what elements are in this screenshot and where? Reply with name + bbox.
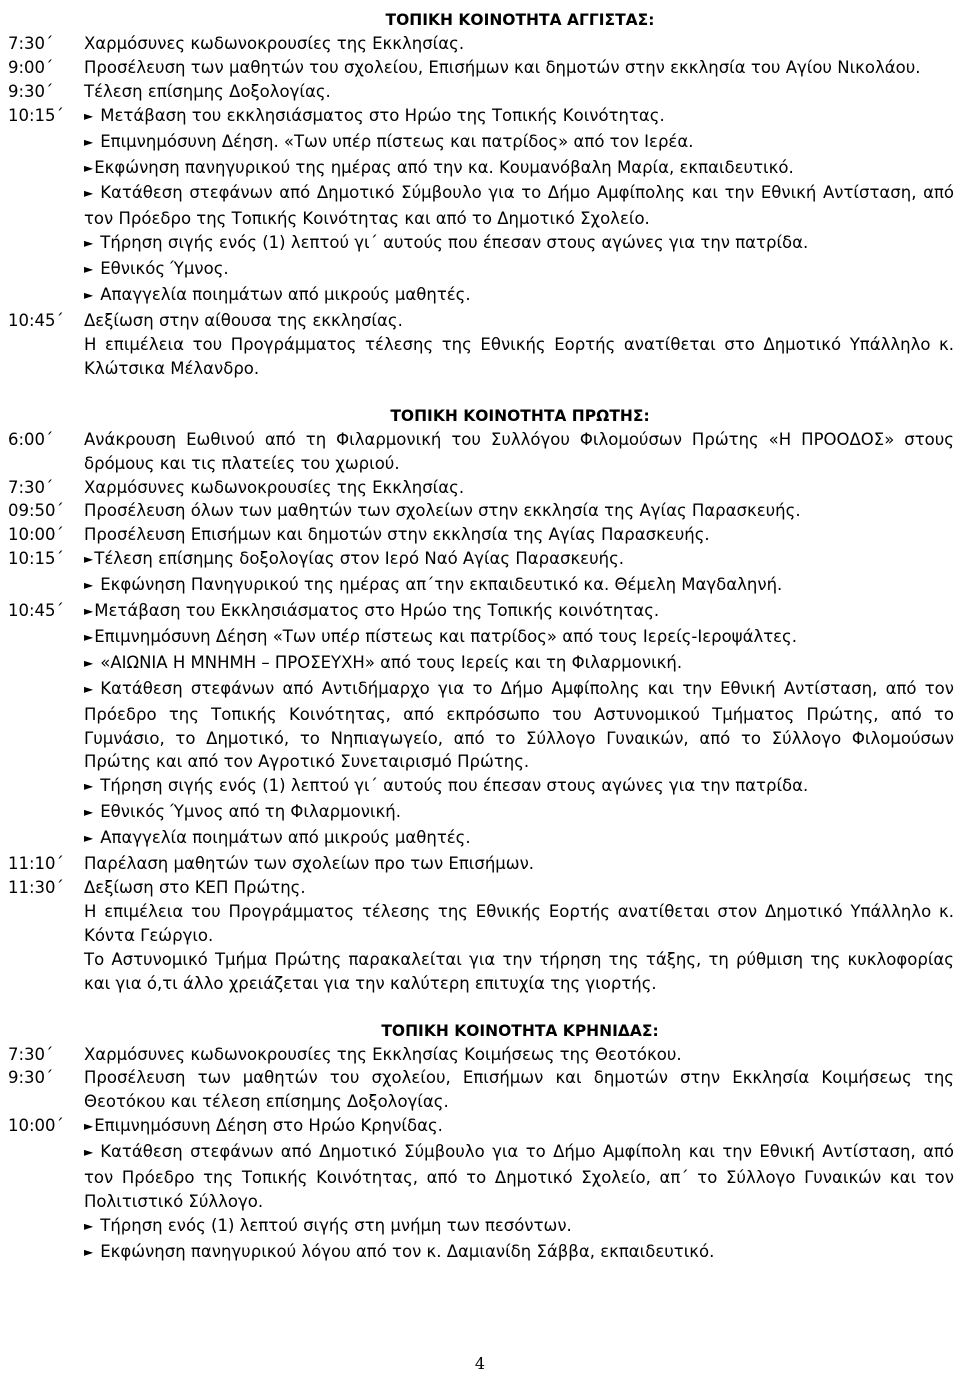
schedule-row [0,826,960,852]
schedule-entry [84,499,960,523]
schedule-time [0,900,84,948]
schedule-time: 10:00΄ [8,1116,64,1136]
schedule-entry-text: Τήρηση σιγής ενός (1) λεπτού γι΄ αυτούς που έπεσαν στους αγώνες για την πατρίδα. [100,776,809,796]
schedule-row [0,547,960,573]
schedule-entry-text: Δεξίωση στην αίθουσα της εκκλησίας. [84,310,403,330]
schedule-entry-text: Χαρμόσυνες κωδωνοκρουσίες της Εκκλησίας Κοιμήσεως της Θεοτόκου. [84,1044,682,1064]
schedule-row [0,1214,960,1240]
bullet-arrow-icon: ► [84,805,94,820]
bullet-arrow-icon: ► [84,288,94,303]
schedule-entry [84,1214,960,1240]
schedule-entry-text: Εκφώνηση Πανηγυρικού της ημέρας απ΄την εκπαιδευτικό κα. Θέμελη Μαγδαληνή. [100,575,783,595]
schedule-row [0,283,960,309]
program-section [0,996,960,1266]
schedule-entry [84,900,960,948]
schedule-row [0,677,960,775]
schedule-row [0,651,960,677]
schedule-entry-text: Κατάθεση στεφάνων από Δημοτικό Σύμβουλο για το Δήμο Αμφίπολη και την Εθνική Αντίσταση, από τον Πρόεδρο της Τοπικής Κοινότητας, από το Δημοτικό Σχολείο, απ΄ το Σύλλογο Γυναικών και τον Πολιτιστικό Σύλλογο. [84,1142,954,1211]
bullet-arrow-icon: ► [84,655,94,670]
schedule-time [0,156,84,182]
schedule-row [0,1066,960,1114]
schedule-row [0,309,960,333]
schedule-entry-text: Δεξίωση στο ΚΕΠ Πρώτης. [84,878,306,897]
schedule-entry-text: «ΑΙΩΝΙΑ Η ΜΝΗΜΗ – ΠΡΟΣΕΥΧΗ» από τους Ιερείς και τη Φιλαρμονική. [100,652,683,672]
schedule-entry-text: Εκφώνηση πανηγυρικού της ημέρας από την κα. Κουμανόβαλη Μαρία, εκπαιδευτικό. [94,157,794,177]
schedule-entry-text: Επιμνημόσυνη Δέηση «Των υπέρ πίστεως και πατρίδος» από τους Ιερείς-Ιεροψάλτες. [94,626,797,646]
section-title: ΤΟΠΙΚΗ ΚΟΙΝΟΤΗΤΑ ΚΡΗΝΙΔΑΣ: [381,1021,659,1040]
bullet-arrow-icon: ► [84,831,94,846]
schedule-time [0,800,84,826]
schedule-row [0,156,960,182]
schedule-entry [84,876,960,900]
schedule-entry [84,523,960,547]
schedule-entry-text: Μετάβαση του Εκκλησιάσματος στο Ηρώο της Τοπικής κοινότητας. [94,601,660,621]
schedule-entry-text: Εθνικός Ύμνος. [100,259,229,279]
schedule-row [0,948,960,996]
schedule-entry-text: Τήρηση σιγής ενός (1) λεπτού γι΄ αυτούς που έπεσαν στους αγώνες για την πατρίδα. [100,233,809,253]
schedule-entry [84,625,960,651]
schedule-entry-text: Απαγγελία ποιημάτων από μικρούς μαθητές. [100,828,471,848]
schedule-entry [84,56,960,80]
section-title: ΤΟΠΙΚΗ ΚΟΙΝΟΤΗΤΑ ΠΡΩΤΗΣ: [390,406,650,425]
schedule-entry [84,231,960,257]
schedule-time [0,651,84,677]
schedule-row [0,1140,960,1214]
bullet-arrow-icon: ► [84,160,94,175]
schedule-time: 9:30΄ [8,1068,54,1088]
schedule-time: 10:15΄ [8,549,64,569]
schedule-entry [84,852,960,876]
schedule-time [0,826,84,852]
schedule-entry-text: Τέλεση επίσημης Δοξολογίας. [84,81,331,101]
schedule-entry [84,283,960,309]
schedule-row [0,1114,960,1140]
schedule-entry-text: Χαρμόσυνες κωδωνοκρουσίες της Εκκλησίας. [84,34,465,53]
schedule-time: 9:30΄ [8,81,54,101]
schedule-entry-text: Τέλεση επίσημης δοξολογίας στον Ιερό Ναό Αγίας Παρασκευής. [94,549,625,569]
bullet-arrow-icon: ► [84,1119,94,1134]
schedule-time: 10:15΄ [8,105,64,125]
schedule-time [0,1140,84,1214]
schedule-row [0,625,960,651]
schedule-row [0,181,960,231]
schedule-entry [84,428,960,476]
schedule-time [0,130,84,156]
schedule-row [0,900,960,948]
program-section [0,0,960,381]
schedule-time: 10:00΄ [8,525,64,545]
schedule-entry-text: Χαρμόσυνες κωδωνοκρουσίες της Εκκλησίας. [84,477,465,497]
schedule-entry-text: Η επιμέλεια του Προγράμματος τέλεσης της Εθνικής Εορτής ανατίθεται στο Δημοτικό Υπάλληλο κ. Κλώτσικα Μέλανδρο. [84,334,954,378]
schedule-time: 10:45΄ [8,310,64,330]
schedule-entry-text: Επιμνημόσυνη Δέηση. «Των υπέρ πίστεως και πατρίδος» από τον Ιερέα. [100,131,694,151]
bullet-arrow-icon: ► [84,681,94,696]
section-title: ΤΟΠΙΚΗ ΚΟΙΝΟΤΗΤΑ ΑΓΓΙΣΤΑΣ: [385,11,655,29]
page-number: 4 [474,1354,486,1373]
schedule-entry [84,651,960,677]
schedule-entry [84,257,960,283]
schedule-time [0,1214,84,1240]
schedule-row [0,1043,960,1067]
bullet-arrow-icon: ► [84,108,94,123]
schedule-entry [84,1066,960,1114]
bullet-arrow-icon: ► [84,1218,94,1233]
bullet-arrow-icon: ► [84,236,94,251]
schedule-entry [84,774,960,800]
schedule-entry [84,677,960,775]
schedule-entry-text: Απαγγελία ποιημάτων από μικρούς μαθητές. [100,285,471,305]
schedule-entry [84,948,960,996]
schedule-time: 7:30΄ [8,1044,54,1064]
schedule-time [0,677,84,775]
schedule-entry-text: Ανάκρουση Εωθινού από τη Φιλαρμονική του Συλλόγου Φιλομούσων Πρώτης «Η ΠΡΟΟΔΟΣ» στους δρόμους και τις πλατείες του χωριού. [84,429,954,473]
schedule-time: 7:30΄ [8,477,54,497]
schedule-entry [84,1240,960,1266]
schedule-entry-text: Μετάβαση του εκκλησιάσματος στο Ηρώο της Τοπικής Κοινότητας. [100,105,665,125]
schedule-row [0,1240,960,1266]
schedule-entry-text: Η επιμέλεια του Προγράμματος τέλεσης της Εθνικής Εορτής ανατίθεται στον Δημοτικό Υπάλληλο κ. Κόντα Γεώργιο. [84,901,954,945]
schedule-time [0,1240,84,1266]
schedule-entry [84,599,960,625]
schedule-entry-text: Προσέλευση των μαθητών του σχολείου, Επισήμων και δημοτών στην Εκκλησία Κοιμήσεως της Θεοτόκου και τέλεση επίσημης Δοξολογίας. [84,1068,954,1112]
schedule-entry-text: Εκφώνηση πανηγυρικού λόγου από τον κ. Δαμιανίδη Σάββα, εκπαιδευτικό. [100,1241,715,1261]
schedule-entry-text: Προσέλευση των μαθητών του σχολείου, Επισήμων και δημοτών στην εκκλησία του Αγίου Νικολάου. [84,57,921,77]
bullet-arrow-icon: ► [84,604,94,619]
schedule-entry [84,573,960,599]
bullet-arrow-icon: ► [84,1145,94,1160]
schedule-time [0,181,84,231]
schedule-entry [84,333,960,381]
schedule-row [0,428,960,476]
bullet-arrow-icon: ► [84,779,94,794]
schedule-row [0,231,960,257]
schedule-row [0,104,960,130]
schedule-entry [84,1140,960,1214]
schedule-time [0,573,84,599]
schedule-row [0,499,960,523]
schedule-row [0,80,960,104]
schedule-time [0,333,84,381]
schedule-entry [84,181,960,231]
schedule-time: 11:10΄ [8,854,64,874]
schedule-row [0,56,960,80]
program-section [0,381,960,996]
schedule-entry [84,1043,960,1067]
bullet-arrow-icon: ► [84,262,94,277]
schedule-entry [84,104,960,130]
schedule-time: 6:00΄ [8,429,54,449]
schedule-time: 10:45΄ [8,601,64,621]
schedule-row [0,800,960,826]
schedule-entry [84,156,960,182]
schedule-row [0,876,960,900]
schedule-entry-text: Κατάθεση στεφάνων από Δημοτικό Σύμβουλο για το Δήμο Αμφίπολης και την Εθνική Αντίσταση, από τον Πρόεδρο της Τοπικής Κοινότητας και από το Δημοτικό Σχολείο. [84,183,954,229]
schedule-entry [84,32,960,56]
schedule-entry [84,826,960,852]
schedule-time: 7:30΄ [8,34,54,53]
schedule-entry-text: Επιμνημόσυνη Δέηση στο Ηρώο Κρηνίδας. [94,1116,443,1136]
schedule-row [0,774,960,800]
schedule-row [0,257,960,283]
bullet-arrow-icon: ► [84,186,94,201]
schedule-time [0,231,84,257]
schedule-time [0,774,84,800]
schedule-entry-text: Προσέλευση όλων των μαθητών των σχολείων στην εκκλησία της Αγίας Παρασκευής. [84,501,801,521]
bullet-arrow-icon: ► [84,629,94,644]
schedule-entry-text: Προσέλευση Επισήμων και δημοτών στην εκκλησία της Αγίας Παρασκευής. [84,525,710,545]
schedule-row [0,32,960,56]
schedule-row [0,599,960,625]
schedule-entry [84,476,960,500]
schedule-entry [84,80,960,104]
schedule-entry-text: Κατάθεση στεφάνων από Αντιδήμαρχο για το Δήμο Αμφίπολης και την Εθνική Αντίσταση, από τον Πρόεδρο της Τοπικής Κοινότητας, από εκπρόσωπο του Αστυνομικού Τμήματος Πρώτης, από το Γυμνάσιο, το Δημοτικό, το Νηπιαγωγείο, από το Σύλλογο Γυναικών, από το Σύλλογο Φιλομούσων Πρώτης και από τον Αγροτικό Συνεταιρισμό Πρώτης. [84,678,954,772]
schedule-entry-text: Το Αστυνομικό Τμήμα Πρώτης παρακαλείται για την τήρηση της τάξης, τη ρύθμιση της κυκλοφορίας και για ό,τι άλλο χρειάζεται για την καλύτερη επιτυχία της γιορτής. [84,949,954,993]
schedule-entry [84,800,960,826]
schedule-time [0,257,84,283]
schedule-row [0,573,960,599]
bullet-arrow-icon: ► [84,134,94,149]
schedule-row [0,476,960,500]
schedule-entry-text: Παρέλαση μαθητών των σχολείων προ των Επισήμων. [84,854,535,874]
schedule-entry [84,1114,960,1140]
schedule-time: 09:50΄ [8,501,64,521]
schedule-row [0,333,960,381]
schedule-entry-text: Τήρηση ενός (1) λεπτού σιγής στη μνήμη των πεσόντων. [100,1215,572,1235]
bullet-arrow-icon: ► [84,1244,94,1259]
bullet-arrow-icon: ► [84,578,94,593]
schedule-time [0,625,84,651]
schedule-entry-text: Εθνικός Ύμνος από τη Φιλαρμονική. [100,802,401,822]
schedule-time [0,283,84,309]
schedule-time: 9:00΄ [8,57,54,77]
schedule-time [0,948,84,996]
bullet-arrow-icon: ► [84,552,94,567]
schedule-time: 11:30΄ [8,878,64,897]
schedule-entry [84,309,960,333]
schedule-row [0,852,960,876]
schedule-entry [84,130,960,156]
schedule-row [0,523,960,547]
schedule-row [0,130,960,156]
schedule-entry [84,547,960,573]
